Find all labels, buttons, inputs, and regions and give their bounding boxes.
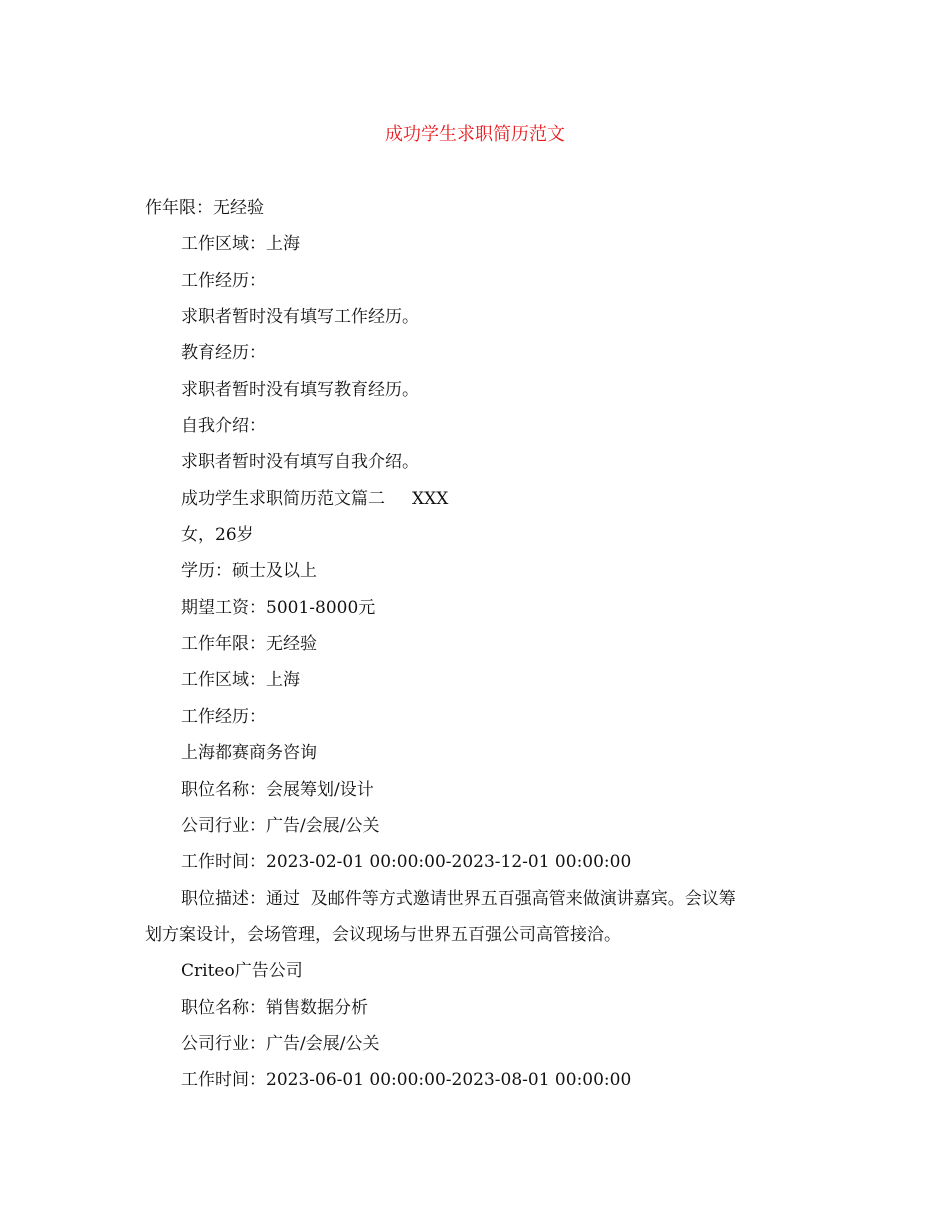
- text-line: 工作时间：2023-02-01 00:00:00-2023-12-01 00:00:00: [181, 852, 632, 873]
- text-line: 作年限：无经验: [145, 198, 264, 218]
- text-line: 工作区域：上海: [181, 670, 300, 691]
- text-line: 工作年限：无经验: [181, 634, 317, 655]
- text-line: 上海都赛商务咨询: [181, 743, 317, 764]
- text-line: 成功学生求职简历范文篇二 XXX: [181, 488, 449, 509]
- text-line: 公司行业：广告/会展/公关: [181, 815, 380, 836]
- document-body: [0, 193, 950, 1102]
- text-line: 工作经历：: [181, 270, 266, 291]
- text-line: 女，26岁: [181, 525, 254, 546]
- text-line: 工作区域：上海: [181, 234, 300, 255]
- text-line: 学历：硕士及以上: [181, 561, 317, 582]
- text-line: 期望工资：5001-8000元: [181, 597, 376, 618]
- text-line: 工作时间：2023-06-01 00:00:00-2023-08-01 00:00:00: [181, 1070, 632, 1091]
- document-title: 成功学生求职简历范文: [385, 124, 565, 145]
- text-line: 划方案设计，会场管理，会议现场与世界五百强公司高管接洽。: [145, 924, 621, 945]
- text-line: 公司行业：广告/会展/公关: [181, 1033, 380, 1054]
- text-line: Criteo广告公司: [181, 961, 303, 982]
- text-line: 求职者暂时没有填写工作经历。: [181, 307, 419, 328]
- text-line: 职位名称：会展筹划/设计: [181, 779, 374, 800]
- text-line: 自我介绍：: [181, 416, 266, 437]
- text-line: 求职者暂时没有填写自我介绍。: [181, 452, 419, 473]
- text-line: 职位名称：销售数据分析: [181, 997, 368, 1018]
- text-line: 职位描述：通过 及邮件等方式邀请世界五百强高管来做演讲嘉宾。会议筹: [181, 888, 736, 909]
- text-line: 工作经历：: [181, 706, 266, 727]
- text-line: 求职者暂时没有填写教育经历。: [181, 379, 419, 400]
- text-line: 教育经历：: [181, 343, 266, 364]
